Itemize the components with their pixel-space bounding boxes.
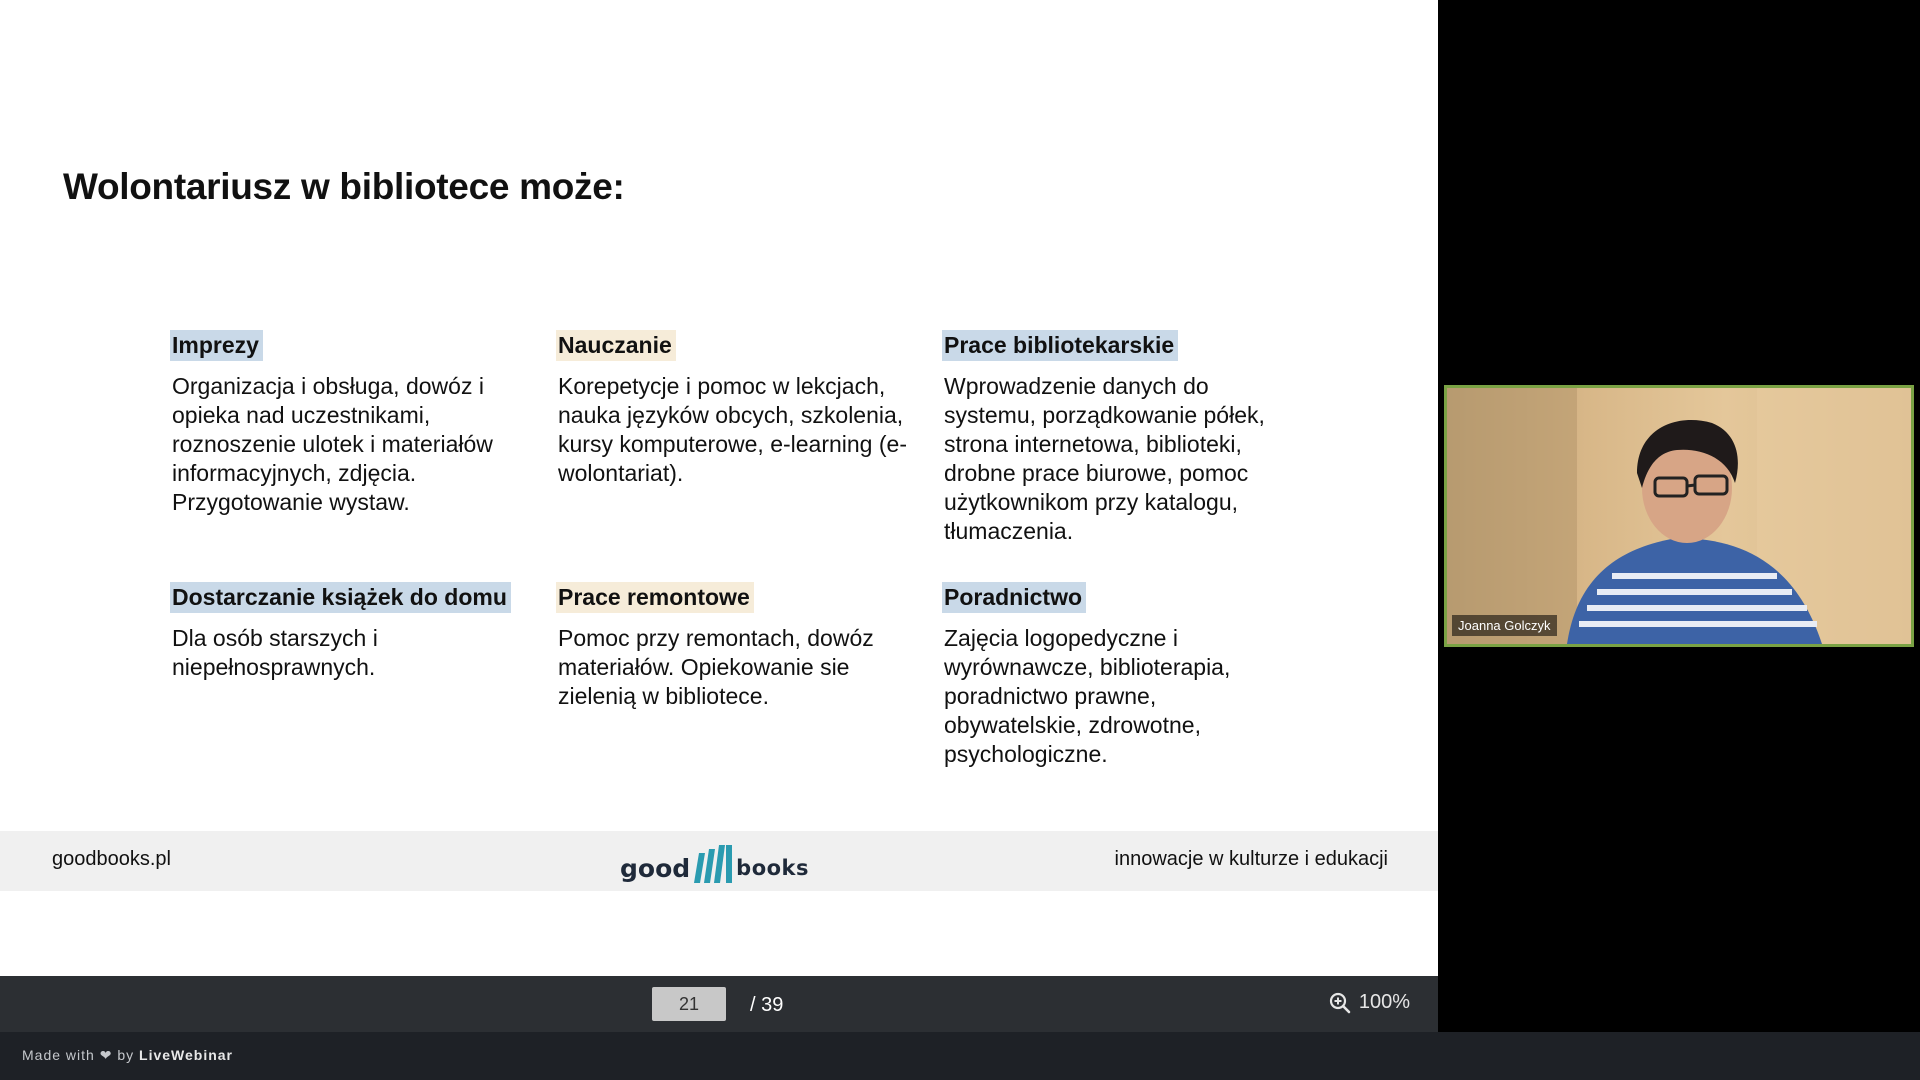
zoom-level: 100% [1358,991,1410,1013]
card-body: Dla osób starszych i niepełnosprawnych. [172,625,378,680]
card-body: Organizacja i obsługa, dowóz i opieka nad uczestnikami, roznoszenie ulotek i materiałów informacyjnych, zdjęcia. Przygotowanie wystaw. [172,373,493,515]
page-number-input[interactable]: 21 [652,987,726,1021]
slide-footer [0,831,1438,891]
card-heading: Prace bibliotekarskie [942,330,1178,361]
by-label: by [117,1047,135,1063]
logo-text-books: books [736,856,810,880]
card-heading: Imprezy [170,330,263,361]
card-heading: Poradnictwo [942,582,1086,613]
made-with-label: Made with [22,1047,95,1063]
card-heading: Prace remontowe [556,582,754,613]
goodbooks-logo [620,839,809,883]
books-bars-icon [692,843,734,883]
card-prace-remontowe [558,582,918,711]
footer-website: goodbooks.pl [52,848,171,870]
card-heading: Dostarczanie książek do domu [170,582,511,613]
card-body: Pomoc przy remontach, dowóz materiałów. Opiekowanie sie zielenią w bibliotece. [558,625,874,709]
participant-name-label: Joanna Golczyk [1452,615,1557,636]
participant-video-feed [1447,388,1911,644]
page-total: / 39 [750,994,784,1016]
zoom-in-icon[interactable] [1329,992,1351,1014]
card-poradnictwo [944,582,1274,769]
card-imprezy [172,330,532,517]
card-prace-bibliotekarskie [944,330,1294,546]
made-with-text[interactable] [22,1047,233,1064]
participant-video-tile[interactable] [1444,385,1914,647]
card-body: Zajęcia logopedyczne i wyrównawcze, biblioterapia, poradnictwo prawne, obywatelskie, zdrowotne, psychologiczne. [944,625,1231,767]
card-nauczanie [558,330,918,488]
heart-icon: ❤ [99,1047,113,1063]
card-body: Wprowadzenie danych do systemu, porządkowanie półek, strona internetowa, biblioteki, drobne prace biurowe, pomoc użytkownikom przy katalogu, tłumaczenia. [944,373,1265,544]
slide-title: Wolontariusz w bibliotece może: [63,166,625,207]
card-body: Korepetycje i pomoc w lekcjach, nauka języków obcych, szkolenia, kursy komputerowe, e-learning (e-wolontariat). [558,373,907,486]
presentation-toolbar [0,976,1438,1032]
footer-tagline: innowacje w kulturze i edukacji [1114,848,1388,870]
zoom-control[interactable] [1329,991,1410,1014]
card-dostarczanie [172,582,532,682]
branding-bar [0,1032,1920,1080]
brand-name: LiveWebinar [139,1047,234,1063]
logo-text-good: good [620,854,691,883]
card-heading: Nauczanie [556,330,676,361]
